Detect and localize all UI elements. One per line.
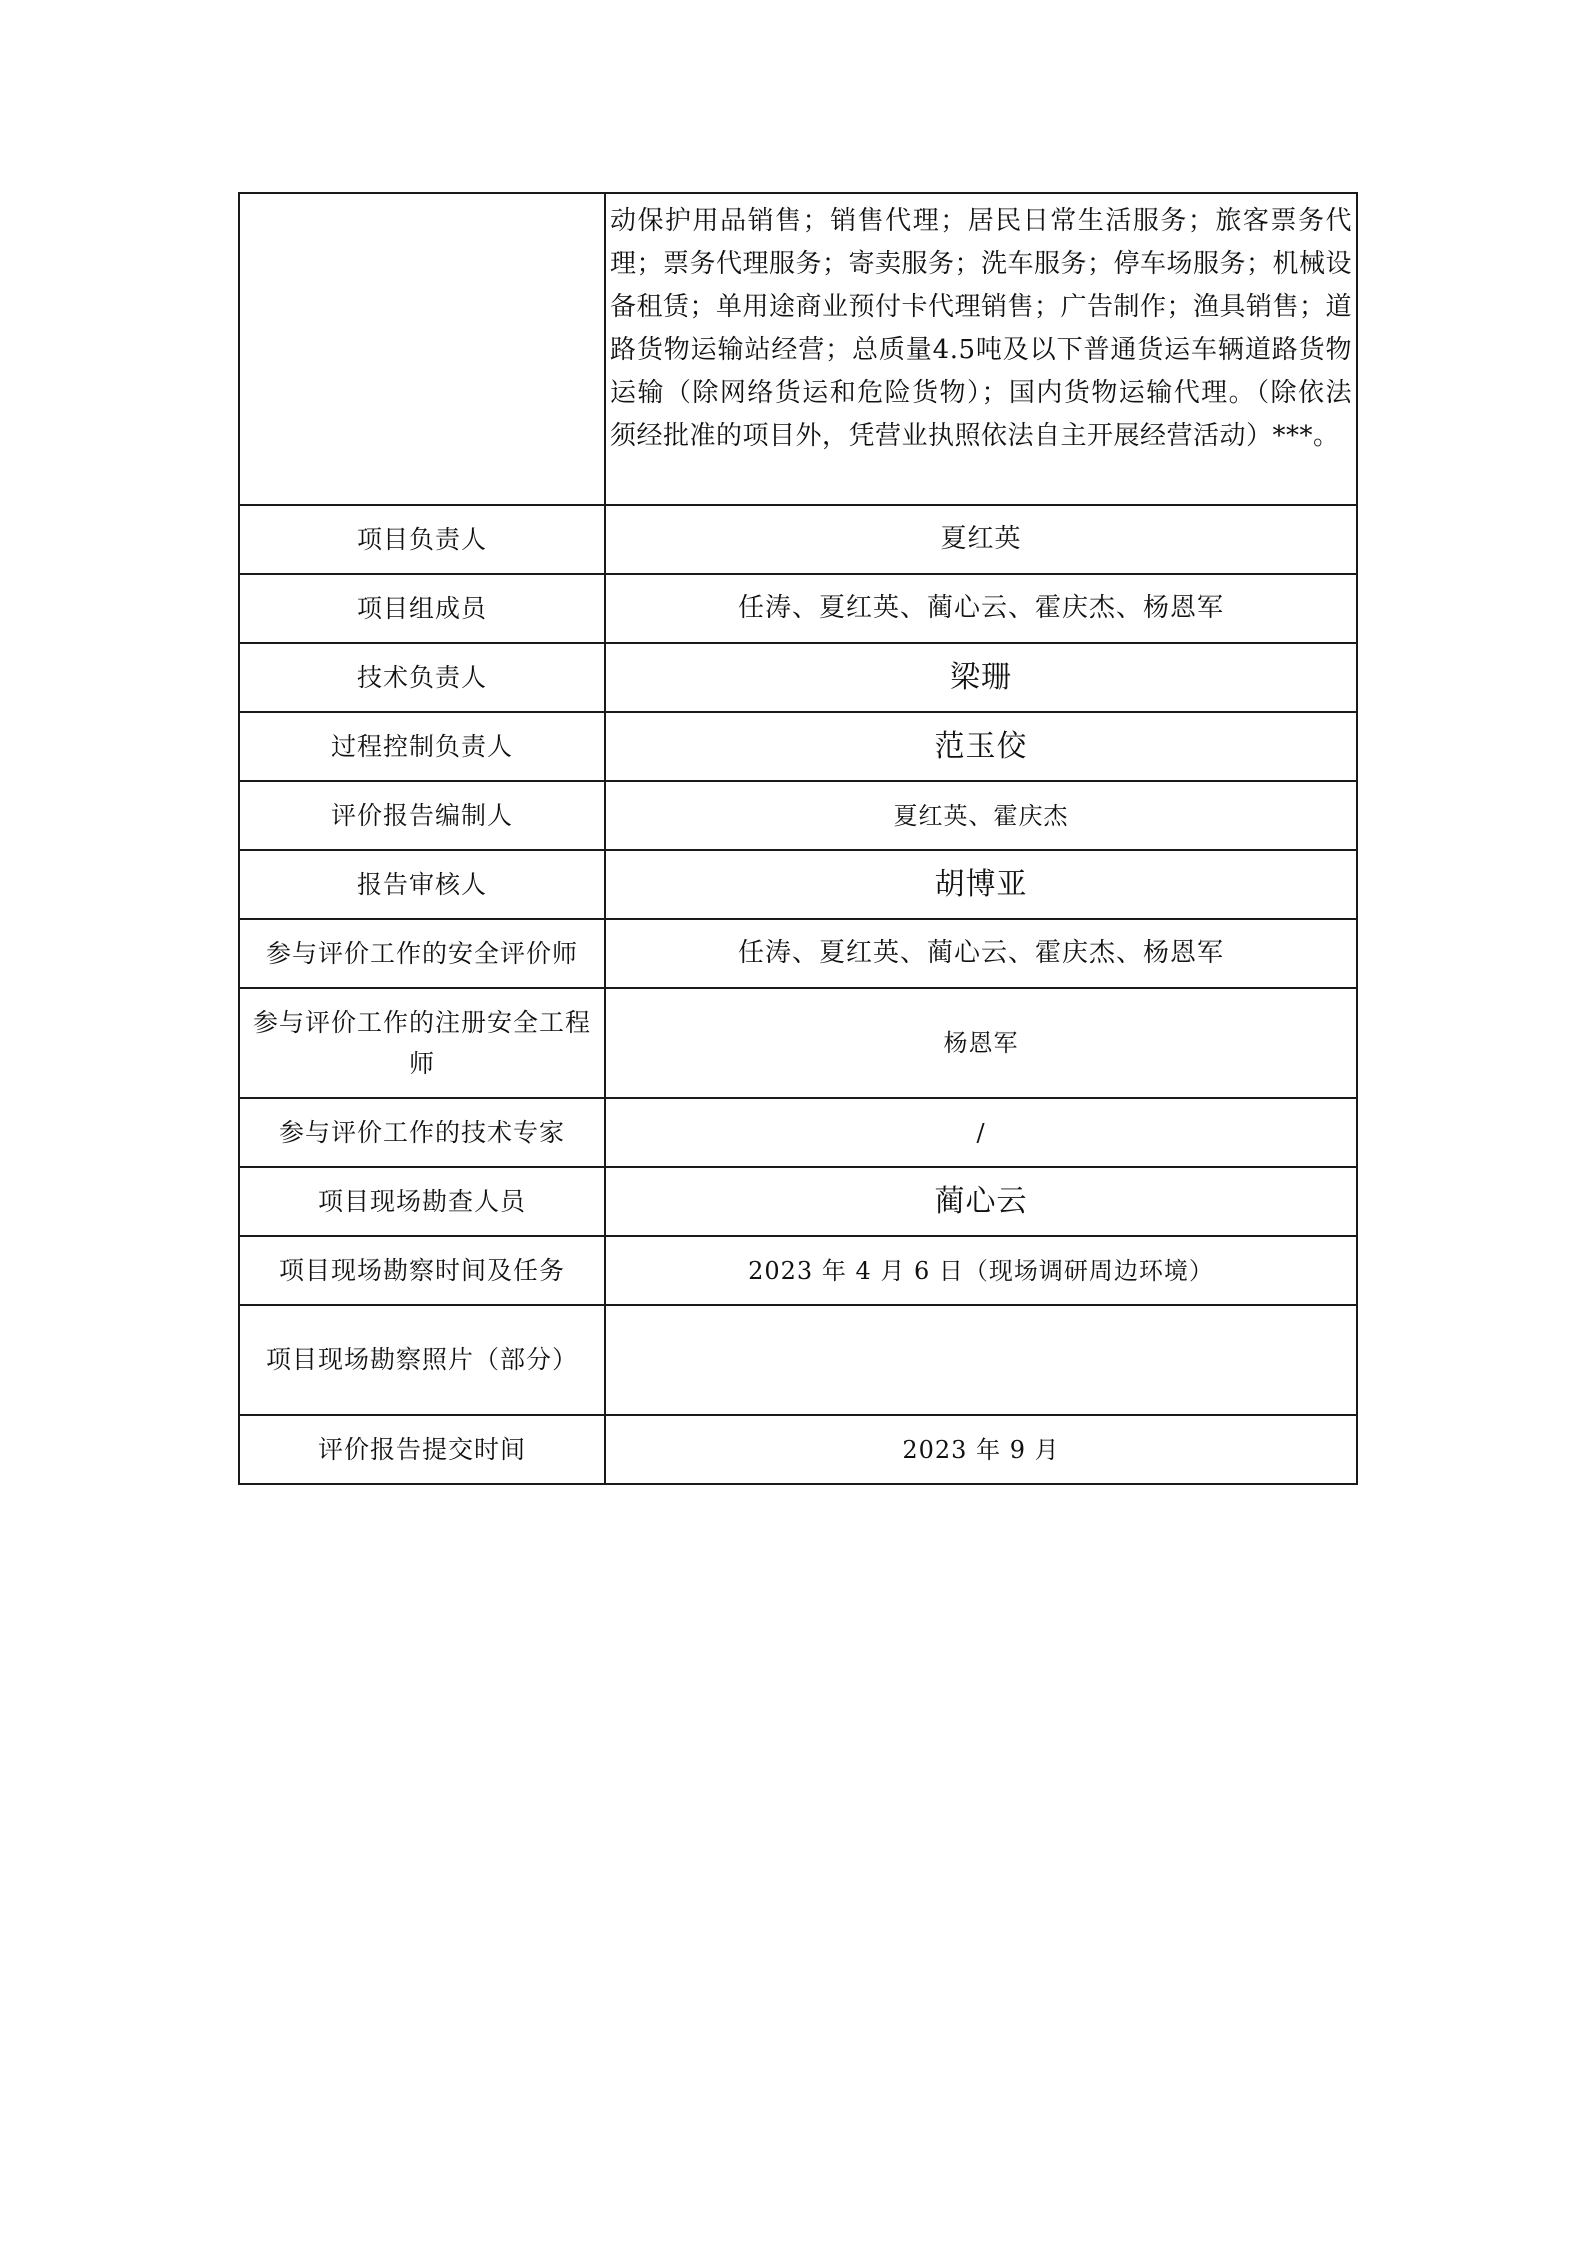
table-row [239, 574, 1357, 643]
row-label-report-reviewer: 报告审核人 [239, 850, 605, 919]
row-label-submission-time: 评价报告提交时间 [239, 1415, 605, 1484]
report-info-table [238, 192, 1358, 1485]
row-value-report-reviewer: 胡博亚 [605, 850, 1357, 919]
row-value-technical-experts: / [605, 1098, 1357, 1167]
table-row [239, 712, 1357, 781]
row-value-registered-engineers: 杨恩军 [605, 988, 1357, 1098]
row-value-report-author: 夏红英、霍庆杰 [605, 781, 1357, 850]
row-label-team-members: 项目组成员 [239, 574, 605, 643]
table-row [239, 643, 1357, 712]
row-label-technical-leader: 技术负责人 [239, 643, 605, 712]
business-scope-text: 动保护用品销售；销售代理；居民日常生活服务；旅客票务代理；票务代理服务；寄卖服务；洗车服务；停车场服务；机械设备租赁；单用途商业预付卡代理销售；广告制作；渔具销售；道路货物运输站经营；总质量4.5吨及以下普通货运车辆道路货物运输（除网络货运和危险货物）；国内货物运输代理。（除依法须经批准的项目外，凭营业执照依法自主开展经营活动）***。 [605, 193, 1357, 505]
row-label-site-survey-staff: 项目现场勘查人员 [239, 1167, 605, 1236]
table-row [239, 1098, 1357, 1167]
table-row [239, 1236, 1357, 1305]
table-row [239, 919, 1357, 988]
row-value-technical-leader: 梁珊 [605, 643, 1357, 712]
row-value-site-survey-time: 2023 年 4 月 6 日（现场调研周边环境） [605, 1236, 1357, 1305]
row-value-process-control-leader: 范玉佼 [605, 712, 1357, 781]
table-row [239, 781, 1357, 850]
row-value-site-photos [605, 1305, 1357, 1415]
table-row [239, 505, 1357, 574]
row-label-safety-assessors: 参与评价工作的安全评价师 [239, 919, 605, 988]
table-row [239, 988, 1357, 1098]
row-label-process-control-leader: 过程控制负责人 [239, 712, 605, 781]
row-label-project-leader: 项目负责人 [239, 505, 605, 574]
row-value-project-leader: 夏红英 [605, 505, 1357, 574]
row-label-technical-experts: 参与评价工作的技术专家 [239, 1098, 605, 1167]
row-value-submission-time: 2023 年 9 月 [605, 1415, 1357, 1484]
row-value-team-members: 任涛、夏红英、蔺心云、霍庆杰、杨恩军 [605, 574, 1357, 643]
row-value-site-survey-staff: 蔺心云 [605, 1167, 1357, 1236]
table-row [239, 1305, 1357, 1415]
table-row [239, 1167, 1357, 1236]
row-label-registered-engineers: 参与评价工作的注册安全工程师 [239, 988, 605, 1098]
row-value-safety-assessors: 任涛、夏红英、蔺心云、霍庆杰、杨恩军 [605, 919, 1357, 988]
row-label-site-survey-time: 项目现场勘察时间及任务 [239, 1236, 605, 1305]
scope-label-cell [239, 193, 605, 505]
table-row [239, 850, 1357, 919]
row-label-site-photos: 项目现场勘察照片（部分） [239, 1305, 605, 1415]
table-row-scope [239, 193, 1357, 505]
table-row [239, 1415, 1357, 1484]
row-label-report-author: 评价报告编制人 [239, 781, 605, 850]
